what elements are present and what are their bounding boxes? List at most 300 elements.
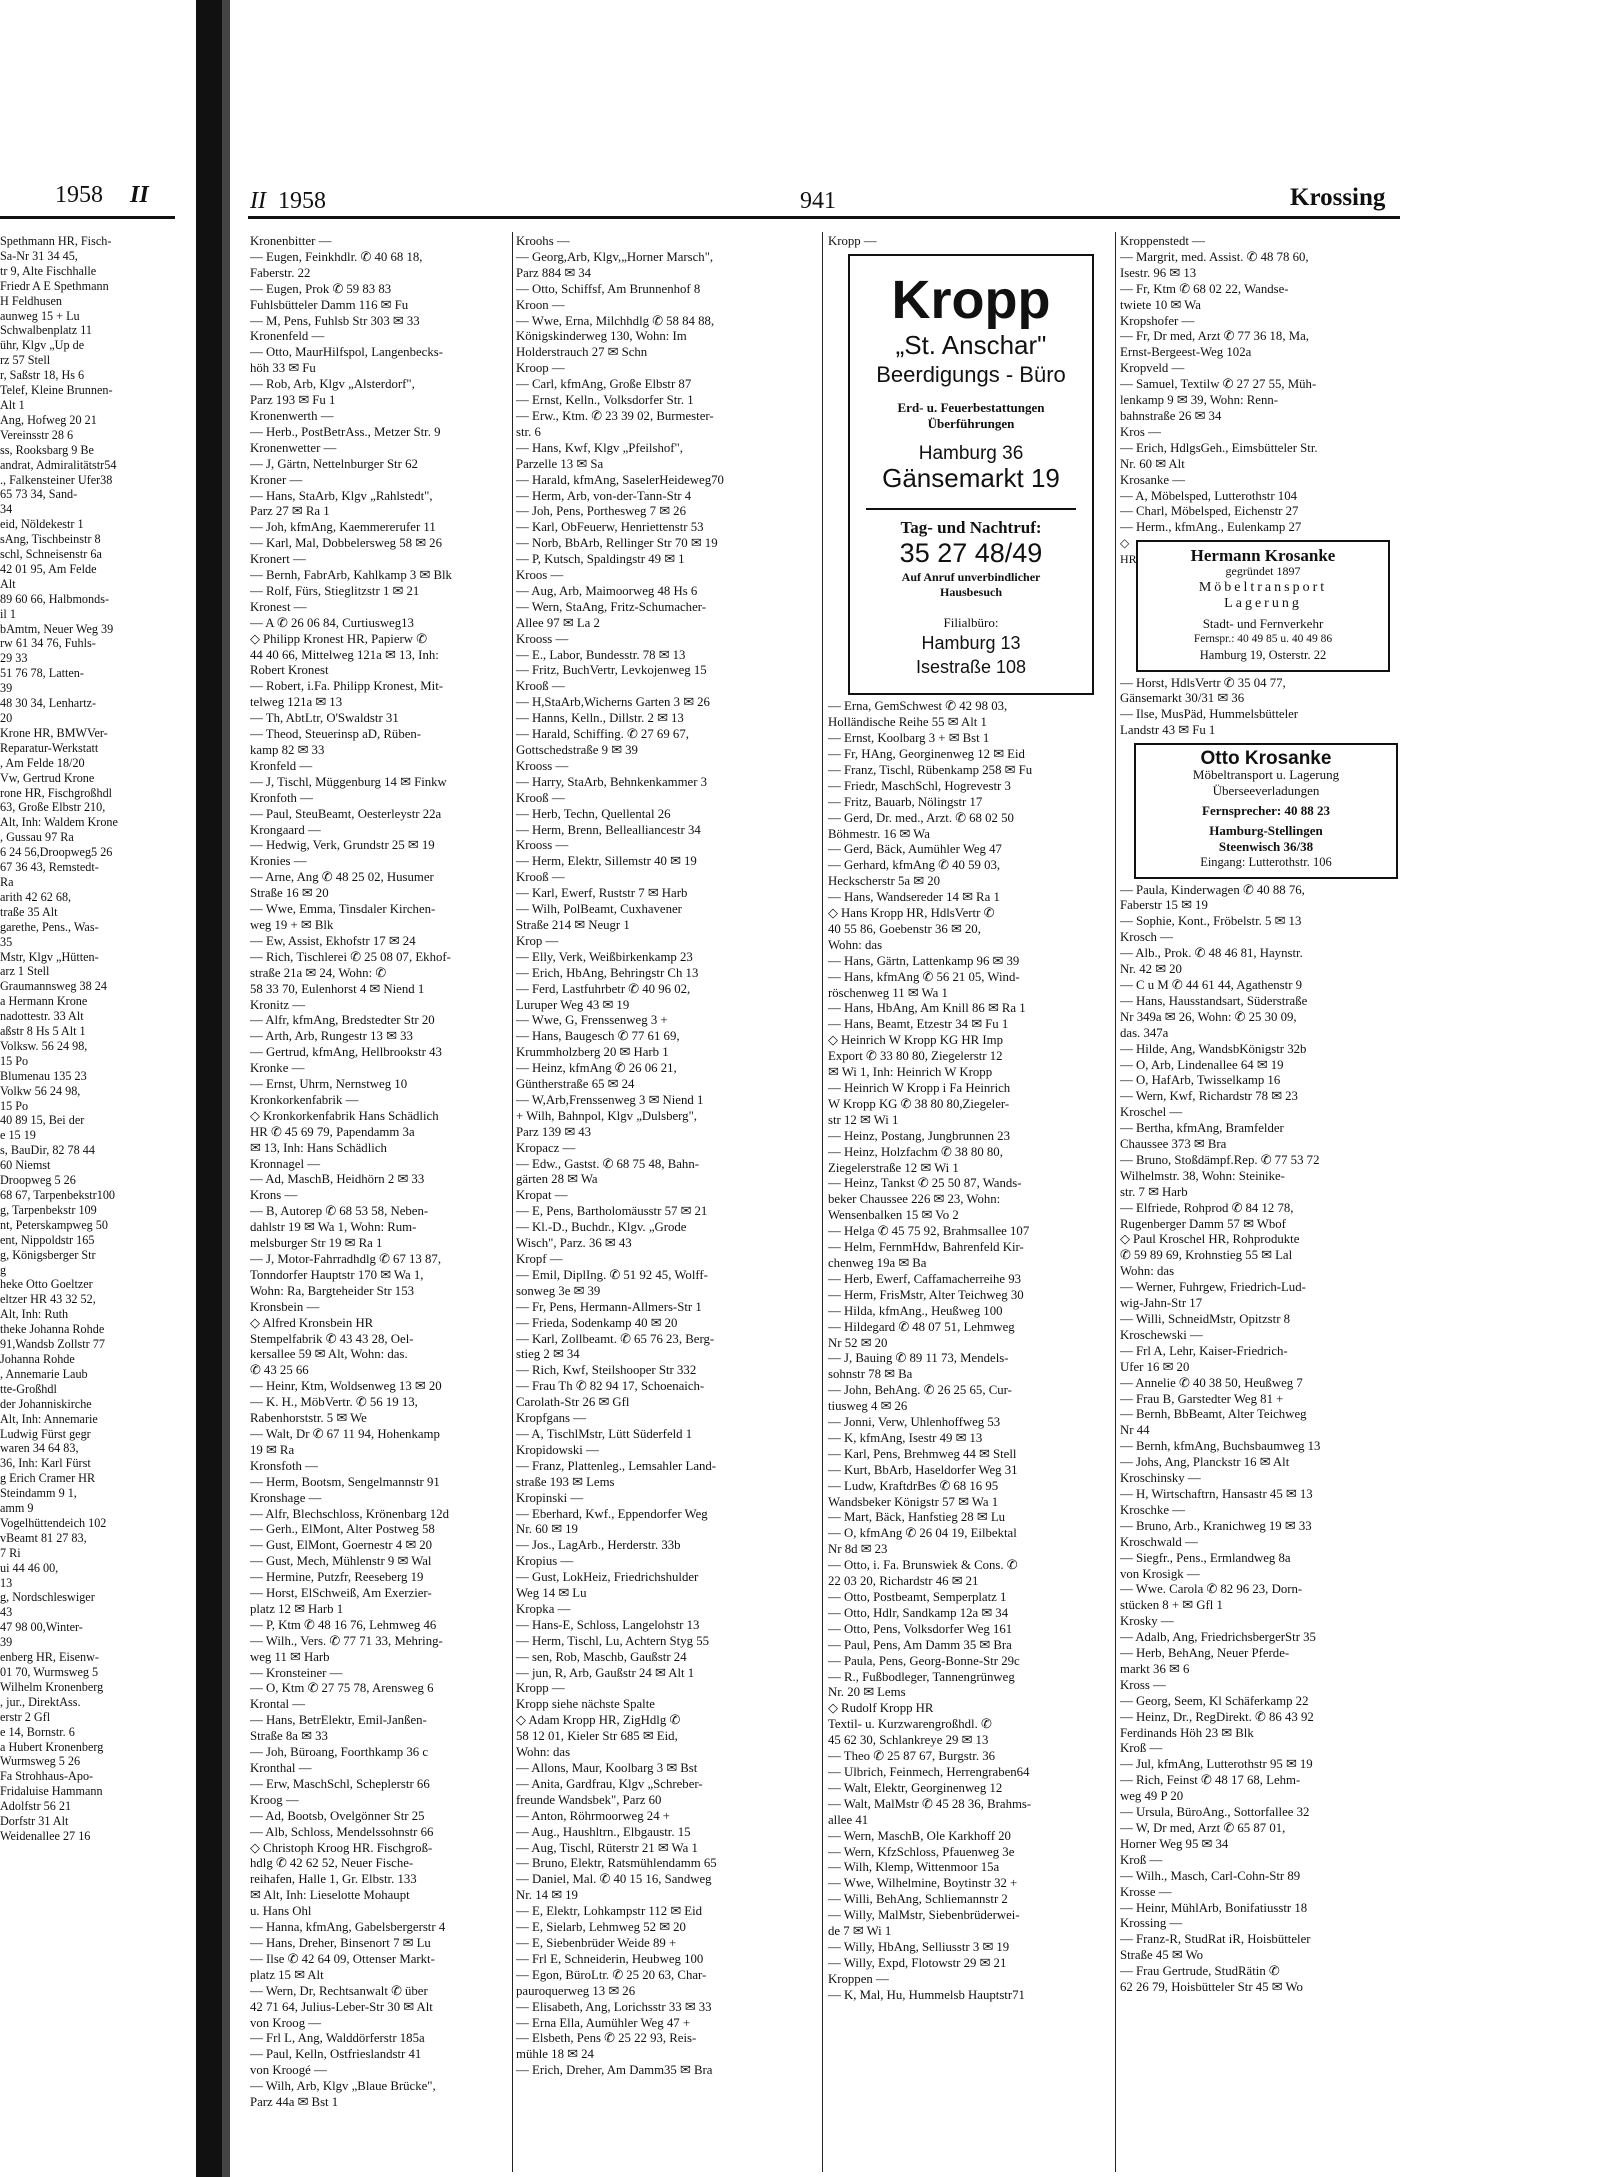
- entry-line: Kroog —: [250, 1792, 299, 1807]
- entry-line: das. 347a: [1120, 1025, 1169, 1040]
- entry-line: — Georg, Seem, Kl Schäferkamp 22: [1120, 1693, 1309, 1708]
- entry-line: Ernst-Bergeest-Weg 102a: [1120, 345, 1252, 360]
- entry-line: — Jul, kfmAng, Lutterothstr 95 ✉ 19: [1120, 1757, 1313, 1772]
- header-rule: [248, 216, 1400, 219]
- entry-line: — Eberhard, Kwf., Eppendorfer Weg: [516, 1506, 708, 1521]
- entry-line: — Bernh, kfmAng, Buchsbaumweg 13: [1120, 1439, 1321, 1454]
- entry-line: Krop —: [516, 933, 559, 948]
- entry-line: Nr. 42 ✉ 20: [1120, 962, 1182, 977]
- entry-line: — C u M ✆ 44 61 44, Agathenstr 9: [1120, 977, 1303, 992]
- entry-line: — E., Labor, Bundesstr. 78 ✉ 13: [516, 647, 686, 662]
- entry-line: — Ulbrich, Feinmech, Herrengraben64: [828, 1764, 1030, 1779]
- entry-line: — Erw., Ktm. ✆ 23 39 02, Burmester-: [516, 408, 714, 423]
- entry-line: bAmtm, Neuer Weg 39: [0, 621, 114, 636]
- entry-line: Vogelhüttendeich 102: [0, 1515, 107, 1530]
- entry-line: Adolfstr 56 21: [0, 1799, 72, 1814]
- entry-line: — Hans, Kwf, Klgv „Pfeilshof",: [516, 440, 683, 455]
- entry-line: — Arne, Ang ✆ 48 25 02, Husumer: [250, 870, 434, 885]
- entry-line: — Allons, Maur, Koolbarg 3 ✉ Bst: [516, 1761, 698, 1775]
- entry-line: Kropidowski —: [516, 1442, 599, 1457]
- entry-line: e 14, Bornstr. 6: [0, 1724, 75, 1739]
- entry-line: tte-Großhdl: [0, 1381, 57, 1396]
- entry-line: Kronitz —: [250, 997, 306, 1012]
- entry-line: ◇ Christoph Kroog HR. Fischgroß-: [250, 1840, 433, 1855]
- entry-line: — Wwe, Emma, Tinsdaler Kirchen-: [250, 902, 436, 917]
- entry-line: 36, Inh: Karl Fürst: [0, 1456, 91, 1471]
- entry-line: ✉ 13, Inh: Hans Schädlich: [250, 1140, 387, 1155]
- entry-line: — Wwe. Carola ✆ 82 96 23, Dorn-: [1120, 1582, 1303, 1597]
- entry-line: 42 01 95, Am Felde: [0, 561, 97, 576]
- entry-line: Krummholzberg 20 ✉ Harb 1: [516, 1045, 669, 1060]
- entry-line: Kropshofer —: [1120, 313, 1195, 328]
- entry-line: — jun, R, Arb, Gaußstr 24 ✉ Alt 1: [516, 1665, 695, 1680]
- entry-line: — Ernst, Kelln., Volksdorfer Str. 1: [516, 393, 694, 408]
- entry-line: — Rob, Arb, Klgv „Alsterdorf",: [250, 377, 415, 392]
- entry-line: — Rich, Kwf, Steilshooper Str 332: [516, 1363, 697, 1378]
- column-divider: [1115, 232, 1116, 2172]
- entry-line: — Frl A, Lehr, Kaiser-Friedrich-: [1120, 1343, 1288, 1358]
- entry-line: Parzelle 13 ✉ Sa: [516, 456, 604, 471]
- entry-line: — Wwe, Wilhelmine, Boytinstr 32 +: [828, 1876, 1018, 1891]
- entry-line: Straße 45 ✉ Wo: [1120, 1948, 1204, 1963]
- entry-line: Gottschedstraße 9 ✉ 39: [516, 743, 638, 757]
- entry-line: Wohn: das: [516, 1745, 571, 1760]
- entry-line: Carolath-Str 26 ✉ Gfl: [516, 1395, 630, 1410]
- entry-line: — Alb, Schloss, Mendelssohnstr 66: [250, 1824, 434, 1839]
- entry-line: erstr 2 Gfl: [0, 1709, 51, 1724]
- entry-line: — Horst, HdlsVertr ✆ 35 04 77,: [1120, 675, 1286, 690]
- entry-line: hdlg ✆ 42 62 52, Neuer Fische-: [250, 1856, 414, 1871]
- entry-line: — W,Arb,Frenssenweg 3 ✉ Niend 1: [516, 1092, 704, 1107]
- entry-line: — Hanna, kfmAng, Gabelsbergerstr 4: [250, 1920, 446, 1935]
- entry-line: Isestr. 96 ✉ 13: [1120, 265, 1197, 280]
- entry-line: — Frau Th ✆ 82 94 17, Schoenaich-: [516, 1379, 705, 1394]
- entry-line: — Frieda, Sodenkamp 40 ✉ 20: [516, 1315, 678, 1330]
- entry-line: — Bernh, BbBeamt, Alter Teichweg: [1120, 1407, 1307, 1422]
- entry-line: — Samuel, Textilw ✆ 27 27 55, Müh-: [1120, 377, 1317, 392]
- column-2: [516, 234, 818, 2079]
- entry-line: Johanna Rohde: [0, 1351, 75, 1366]
- entry-line: — Hans-E, Schloss, Langelohstr 13: [516, 1617, 700, 1632]
- entry-line: — Aug, Tischl, Rüterstr 21 ✉ Wa 1: [516, 1840, 698, 1855]
- entry-line: — Eugen, Feinkhdlr. ✆ 40 68 18,: [250, 249, 423, 264]
- entry-line: Kronfoth —: [250, 790, 313, 805]
- entry-line: — Otto, i. Fa. Brunswiek & Cons. ✆: [828, 1558, 1018, 1573]
- entry-line: — Wilh, PolBeamt, Cuxhavener: [516, 902, 682, 917]
- entry-line: — Hans, Dreher, Binsenort 7 ✉ Lu: [250, 1935, 431, 1950]
- entry-line: Kropp —: [516, 1681, 565, 1696]
- entry-line: Nr. 14 ✉ 19: [516, 1888, 578, 1903]
- entry-line: Alt, Inh: Annemarie: [0, 1411, 98, 1426]
- entry-line: Kroppenstedt —: [1120, 234, 1205, 248]
- entry-line: — Frau Gertrude, StudRätin ✆: [1120, 1964, 1280, 1979]
- entry-line: — Rich, Feinst ✆ 48 17 68, Lehm-: [1120, 1773, 1301, 1788]
- entry-line: — J, Tischl, Müggenburg 14 ✉ Finkw: [250, 774, 447, 789]
- entry-line: — P, Ktm ✆ 48 16 76, Lehmweg 46: [250, 1617, 437, 1632]
- entry-line: Kroschke —: [1120, 1502, 1186, 1517]
- entry-line: — Kronsteiner —: [250, 1665, 343, 1680]
- entry-line: Wohn: das: [828, 937, 883, 952]
- entry-line: — Kl.-D., Buchdr., Klgv. „Grode: [516, 1220, 687, 1235]
- entry-line: Kronenfeld —: [250, 329, 325, 344]
- entry-line: Alt 1: [0, 397, 25, 412]
- entry-line: 22 03 20, Richardstr 46 ✉ 21: [828, 1574, 979, 1589]
- entry-line: , jur., DirektAss.: [0, 1694, 81, 1709]
- entry-line: — Eugen, Prok ✆ 59 83 83: [250, 281, 392, 296]
- entry-line: nt, Peterskampweg 50: [0, 1217, 108, 1232]
- entry-line: Krosky —: [1120, 1614, 1174, 1629]
- entry-line: — Walt, Elektr, Georginenweg 12: [828, 1780, 1003, 1795]
- entry-line: g Erich Cramer HR: [0, 1471, 96, 1486]
- column-divider: [512, 232, 513, 2172]
- entry-line: traße 35 Alt: [0, 904, 58, 919]
- entry-line: — J, Gärtn, Nettelnburger Str 62: [250, 456, 418, 471]
- entry-line: — Karl, Pens, Brehmweg 44 ✉ Stell: [828, 1446, 1017, 1461]
- entry-line: aunweg 15 + Lu: [0, 308, 80, 323]
- entry-line: Kropfgans —: [516, 1411, 587, 1426]
- ad-line: Lagerung: [1224, 595, 1302, 611]
- entry-line: — Edw., Gastst. ✆ 68 75 48, Bahn-: [516, 1156, 699, 1171]
- entry-line: 29 33: [0, 651, 28, 666]
- ad-line: Hausbesuch: [939, 585, 1003, 600]
- entry-line: — Werner, Fuhrgew, Friedrich-Lud-: [1120, 1280, 1306, 1295]
- entry-line: — Johs, Ang, Planckstr 16 ✉ Alt: [1120, 1455, 1290, 1470]
- entry-line: ◇ Rudolf Kropp HR: [828, 1701, 934, 1716]
- entry-line: — Hans, Gärtn, Lattenkamp 96 ✉ 39: [828, 953, 1020, 968]
- entry-line: waren 34 64 83,: [0, 1441, 79, 1456]
- entry-line: ◇ Philipp Kronest HR, Papierw ✆: [250, 631, 427, 646]
- entry-line: 43: [0, 1605, 13, 1620]
- entry-line: Kroner —: [250, 472, 303, 487]
- entry-line: — Annelie ✆ 40 38 50, Heußweg 7: [1120, 1375, 1303, 1390]
- entry-line: Kronfeld —: [250, 758, 313, 773]
- entry-line: melsburger Str 19 ✉ Ra 1: [250, 1236, 383, 1251]
- entry-line: bahnstraße 26 ✉ 34: [1120, 408, 1222, 423]
- entry-line: platz 12 ✉ Harb 1: [250, 1601, 344, 1616]
- entry-line: Krooss —: [516, 631, 569, 646]
- entry-line: weg 49 P 20: [1120, 1789, 1184, 1804]
- entry-line: — Wern, Dr, Rechtsanwalt ✆ über: [250, 1983, 428, 1998]
- entry-line: — Bernh, FabrArb, Kahlkamp 3 ✉ Blk: [250, 568, 452, 583]
- entry-line: — Otto, Schiffsf, Am Brunnenhof 8: [516, 281, 701, 296]
- entry-line: ◇ Paul Kroschel HR, Rohprodukte: [1120, 1232, 1300, 1247]
- entry-line: Kronenbitter —: [250, 234, 332, 248]
- column-1: [250, 234, 525, 2111]
- entry-line: — Wern, MaschB, Ole Karkhoff 20: [828, 1828, 1011, 1843]
- entry-line: — Herb, BehAng, Neuer Pferde-: [1120, 1646, 1290, 1661]
- entry-line: 89 60 66, Halbmonds-: [0, 591, 110, 606]
- entry-line: — Karl, ObFeuerw, Henriettenstr 53: [516, 520, 704, 535]
- entry-line: lenkamp 9 ✉ 39, Wohn: Renn-: [1120, 393, 1279, 408]
- entry-line: g, Königsberger Str: [0, 1247, 96, 1262]
- entry-line: 15 Po: [0, 1053, 29, 1068]
- entry-line: Holländische Reihe 55 ✉ Alt 1: [828, 715, 987, 730]
- entry-line: — Ad, MaschB, Heidhörn 2 ✉ 33: [250, 1172, 425, 1187]
- entry-line: — Fr, Pens, Hermann-Allmers-Str 1: [516, 1299, 702, 1314]
- entry-line: Krone HR, BMWVer-: [0, 725, 108, 740]
- entry-line: Krooß —: [516, 870, 565, 885]
- entry-line: , Annemarie Laub: [0, 1366, 88, 1381]
- entry-line: — E, Siebenbrüder Weide 89 +: [516, 1935, 677, 1950]
- entry-line: — Otto, MaurHilfspol, Langenbecks-: [250, 345, 443, 360]
- entry-line: kamp 82 ✉ 33: [250, 743, 325, 757]
- entry-line: — Erich, HbAng, Behringstr Ch 13: [516, 965, 699, 980]
- entry-line: — Heinz, Holzfachm ✆ 38 80 80,: [828, 1144, 1003, 1159]
- entry-line: Gänsemarkt 30/31 ✉ 36: [1120, 691, 1245, 706]
- entry-line: Wandsbeker Königstr 57 ✉ Wa 1: [828, 1494, 999, 1509]
- entry-line: — Fritz, Bauarb, Nölingstr 17: [828, 794, 983, 809]
- ad-line: Überseeverladungen: [1212, 783, 1320, 798]
- entry-line: — A ✆ 26 06 84, Curtiusweg13: [250, 615, 414, 630]
- entry-line: von Kroogé —: [250, 2063, 327, 2078]
- entry-line: — Heinz, Postang, Jungbrunnen 23: [828, 1128, 1010, 1143]
- entry-line: Ra: [0, 874, 14, 889]
- ad-title: Kropp: [891, 269, 1051, 330]
- entry-line: Kronthal —: [250, 1761, 312, 1775]
- entry-line: wig-Jahn-Str 17: [1120, 1296, 1203, 1311]
- ad-krosanke-row: [1120, 536, 1400, 675]
- entry-line: — Ernst, Koolbarg 3 + ✉ Bst 1: [828, 731, 990, 746]
- entry-line: — Wwe, Erna, Milchhdlg ✆ 58 84 88,: [516, 313, 715, 328]
- entry-line: Vw, Gertrud Krone: [0, 770, 95, 785]
- entry-line: ui 44 46 00,: [0, 1560, 59, 1575]
- entry-line: a Hubert Kronenberg: [0, 1739, 104, 1754]
- entry-line: Kropveld —: [1120, 361, 1185, 376]
- entry-line: Kronenwetter —: [250, 440, 337, 455]
- entry-line: telweg 121a ✉ 13: [250, 695, 343, 710]
- entry-line: — O, Arb, Lindenallee 64 ✉ 19: [1120, 1057, 1284, 1072]
- ad-line: Stadt- und Fernverkehr: [1202, 615, 1324, 631]
- entry-line: Alt, Inh: Ruth: [0, 1307, 69, 1322]
- ad-line: Hamburg-Stellingen: [1209, 822, 1323, 838]
- entry-line: — Ernst, Uhrm, Nernstweg 10: [250, 1077, 408, 1092]
- entry-line: nadottestr. 33 Alt: [0, 1009, 84, 1024]
- entry-line: — Helga ✆ 45 75 92, Brahmsallee 107: [828, 1224, 1030, 1239]
- entry-line: — Wern, StaAng, Fritz-Schumacher-: [516, 599, 707, 614]
- entry-line: — Herb, Ewerf, Caffamacherreihe 93: [828, 1271, 1022, 1286]
- entry-line: — Wilh, Arb, Klgv „Blaue Brücke",: [250, 2079, 436, 2094]
- entry-line: 60 Niemst: [0, 1158, 51, 1173]
- entry-line: Droopweg 5 26: [0, 1173, 76, 1188]
- entry-line: — E, Sielarb, Lehmweg 52 ✉ 20: [516, 1920, 686, 1935]
- entry-line: — Ursula, BüroAng., Sottorfallee 32: [1120, 1805, 1310, 1820]
- entry-line: — Frau B, Garstedter Weg 81 +: [1120, 1391, 1284, 1406]
- entry-line: — Elsbeth, Pens ✆ 25 22 93, Reis-: [516, 2031, 697, 2046]
- entry-line: — Rolf, Fürs, Stieglitzstr 1 ✉ 21: [250, 583, 420, 598]
- entry-line: Ziegelerstraße 12 ✉ Wi 1: [828, 1160, 959, 1175]
- entry-line: Kropacz —: [516, 1140, 576, 1155]
- entry-line: Krosch —: [1120, 930, 1173, 945]
- entry-line: 13: [0, 1575, 13, 1590]
- entry-line: — Joh, kfmAng, Kaemmererufer 11: [250, 520, 436, 535]
- entry-line: der Johanniskirche: [0, 1396, 92, 1411]
- entry-line: ss, Rooksbarg 9 Be: [0, 442, 94, 457]
- entry-line: tiusweg 4 ✉ 26: [828, 1399, 908, 1414]
- entry-line: — B, Autorep ✆ 68 53 58, Neben-: [250, 1204, 429, 1219]
- entry-line: Kroohs —: [516, 234, 570, 248]
- entry-line: Kroop —: [516, 361, 565, 376]
- entry-line: Graumannsweg 38 24: [0, 979, 107, 994]
- entry-line: 01 70, Wurmsweg 5: [0, 1665, 99, 1679]
- entry-line: — Wilh., Vers. ✆ 77 71 33, Mehring-: [250, 1633, 443, 1648]
- entry-line: — Heinr, Ktm, Woldsenweg 13 ✉ 20: [250, 1379, 442, 1394]
- entry-line: pauroquerweg 13 ✉ 26: [516, 1983, 636, 1998]
- entry-line: — Ilse, MusPäd, Hummelsbütteler: [1120, 707, 1299, 722]
- entry-line: Wohn: Ra, Bargteheider Str 153: [250, 1283, 414, 1298]
- book-gutter-edge: [222, 0, 230, 2177]
- entry-line: Kronnagel —: [250, 1156, 321, 1171]
- entry-line: Volksw. 56 24 98,: [0, 1038, 88, 1053]
- entry-line: — Paul, Kelln, Ostfrieslandstr 41: [250, 2047, 422, 2062]
- entry-line: arith 42 62 68,: [0, 889, 72, 904]
- entry-line: — Fr, HAng, Georginenweg 12 ✉ Eid: [828, 746, 1025, 761]
- entry-line: Wilhelmstr. 38, Wohn: Steinike-: [1120, 1168, 1285, 1183]
- entry-line: 39: [0, 681, 13, 696]
- entry-line: Kroß —: [1120, 1741, 1163, 1756]
- entry-line: — Wern, KfzSchloss, Pfauenweg 3e: [828, 1844, 1015, 1859]
- entry-line: — Hedwig, Verk, Grundstr 25 ✉ 19: [250, 838, 435, 853]
- entry-line: Ufer 16 ✉ 20: [1120, 1359, 1190, 1374]
- entry-line: sAng, Tischbeinstr 8: [0, 532, 101, 547]
- ad-line: Hamburg 19, Osterstr. 22: [1199, 647, 1327, 662]
- entry-line: chenweg 19a ✉ Ba: [828, 1255, 927, 1270]
- volume-label: II: [250, 188, 266, 214]
- entry-line: rz 57 Stell: [0, 353, 51, 368]
- entry-line: — K. H., MöbVertr. ✆ 56 19 13,: [250, 1395, 418, 1410]
- entry-line: 67 36 43, Remstedt-: [0, 860, 99, 875]
- entry-line: str 12 ✉ Wi 1: [828, 1112, 899, 1127]
- entry-line: Parz 27 ✉ Ra 1: [250, 504, 330, 519]
- entry-line: Horner Weg 95 ✉ 34: [1120, 1836, 1229, 1851]
- entry-line: — Anton, Röhrmoorweg 24 +: [516, 1808, 671, 1823]
- entry-line: arz 1 Stell: [0, 964, 50, 979]
- entry-line: — Franz, Plattenleg., Lemsahler Land-: [516, 1458, 717, 1473]
- entry-line: — Willi, SchneidMstr, Opitzstr 8: [1120, 1312, 1291, 1326]
- entry-line: tr 9, Alte Fischhalle: [0, 263, 97, 278]
- entry-line: — Elfriede, Rohprod ✆ 84 12 78,: [1120, 1200, 1294, 1215]
- entry-line: Straße 16 ✉ 20: [250, 886, 329, 901]
- entry-line: — Frl E, Schneiderin, Heubweg 100: [516, 1951, 704, 1966]
- entry-line: — Margrit, med. Assist. ✆ 48 78 60,: [1120, 249, 1309, 264]
- entry-line: — Aug, Arb, Maimoorweg 48 Hs 6: [516, 583, 698, 598]
- entry-line: — Hans, kfmAng ✆ 56 21 05, Wind-: [828, 969, 1020, 984]
- entry-line: Kronest —: [250, 599, 307, 614]
- entry-line: — Jos., LagArb., Herderstr. 33b: [516, 1538, 681, 1553]
- entry-line: — Ludw, KraftdrBes ✆ 68 16 95: [828, 1478, 999, 1493]
- entry-line: , Gussau 97 Ra: [0, 830, 74, 845]
- entry-line: garethe, Pens., Was-: [0, 919, 99, 934]
- entry-line: — Bruno, Stoßdämpf.Rep. ✆ 77 53 72: [1120, 1152, 1320, 1167]
- entry-line: — Erich, Dreher, Am Damm35 ✉ Bra: [516, 2063, 713, 2078]
- entry-line: Friedr A E Spethmann: [0, 278, 109, 293]
- entry-line: 62 26 79, Hoisbütteler Str 45 ✉ Wo: [1120, 1980, 1303, 1995]
- entry-line: — J, Bauing ✆ 89 11 73, Mendels-: [828, 1351, 1009, 1366]
- entry-line: von Krosigk —: [1120, 1566, 1200, 1581]
- entry-line: — Adalb, Ang, FriedrichsbergerStr 35: [1120, 1630, 1316, 1645]
- entry-line: Parz 139 ✉ 43: [516, 1124, 592, 1139]
- entry-line: Kroschinsky —: [1120, 1471, 1201, 1486]
- entry-line: Faberstr 15 ✉ 19: [1120, 898, 1208, 913]
- entry-line: Krooß —: [516, 679, 565, 694]
- entry-line: ✆ 59 89 69, Krohnstieg 55 ✉ Lal: [1120, 1248, 1293, 1263]
- entry-line: — Fr, Ktm ✆ 68 02 22, Wandse-: [1120, 281, 1289, 296]
- year-label: 1958: [277, 188, 326, 214]
- entry-line: — Bruno, Arb., Kranichweg 19 ✉ 33: [1120, 1518, 1312, 1533]
- left-page-strip: [0, 234, 186, 2177]
- entry-line: Nr 52 ✉ 20: [828, 1335, 888, 1350]
- entry-line: Kropf —: [516, 1252, 563, 1266]
- right-page-header-left: [250, 188, 326, 215]
- entry-line: mühle 18 ✉ 24: [516, 2047, 594, 2062]
- entry-line: — Carl, kfmAng, Große Elbstr 87: [516, 377, 692, 392]
- entry-line: — H,StaArb,Wicherns Garten 3 ✉ 26: [516, 695, 710, 710]
- entry-line: — Otto, Pens, Volksdorfer Weg 161: [828, 1621, 1013, 1636]
- entry-line: — Hans, Wandsereder 14 ✉ Ra 1: [828, 890, 1000, 905]
- entry-line: straße 193 ✉ Lems: [516, 1474, 615, 1489]
- ad-line: Erd- u. Feuerbestattungen: [897, 399, 1045, 415]
- entry-line: Böhmestr. 16 ✉ Wa: [828, 826, 930, 841]
- entry-line: beker Chaussee 226 ✉ 23, Wohn:: [828, 1192, 1001, 1207]
- entry-line: vBeamt 81 27 83,: [0, 1530, 87, 1545]
- entry-line: — Hans, Baugesch ✆ 77 61 69,: [516, 1029, 680, 1044]
- entry-line: Wisch", Parz. 36 ✉ 43: [516, 1236, 632, 1251]
- entry-line: Blumenau 135 23: [0, 1068, 87, 1083]
- entry-line: Kroschwald —: [1120, 1534, 1198, 1549]
- entry-line: Telef, Kleine Brunnen-: [0, 383, 113, 398]
- entry-line: freunde Wandsbek", Parz 60: [516, 1792, 662, 1807]
- entry-line: — O, Ktm ✆ 27 75 78, Arensweg 6: [250, 1681, 434, 1696]
- entry-line: — Herm, Arb, von-der-Tann-Str 4: [516, 488, 692, 503]
- entry-line: W Kropp KG ✆ 38 80 80,Ziegeler-: [828, 1096, 1010, 1111]
- entry-line: 19 ✉ Ra: [250, 1442, 295, 1457]
- entry-line: — Elisabeth, Ang, Lorichsstr 33 ✉ 33: [516, 1999, 712, 2014]
- entry-line: — Anita, Gardfrau, Klgv „Schreber-: [516, 1776, 703, 1791]
- entry-line: — Paul, Pens, Am Damm 35 ✉ Bra: [828, 1637, 1012, 1652]
- entry-line: Chaussee 373 ✉ Bra: [1120, 1137, 1227, 1152]
- entry-line: — Willy, Expd, Flotowstr 29 ✉ 21: [828, 1955, 1007, 1970]
- entry-line: Nr. 20 ✉ Lems: [828, 1685, 906, 1700]
- entry-line: Wohn: das: [1120, 1264, 1175, 1279]
- ad-otto-krosanke: [1134, 743, 1398, 878]
- entry-line: — Ew, Assist, Ekhofstr 17 ✉ 24: [250, 933, 416, 948]
- entry-line: — Hans, Beamt, Etzestr 34 ✉ Fu 1: [828, 1017, 1009, 1032]
- entry-line: Textil- u. Kurzwarengroßhdl. ✆: [828, 1717, 992, 1732]
- entry-line: — Gerhard, kfmAng ✆ 40 59 03,: [828, 858, 1001, 873]
- column-4: [1120, 234, 1400, 1996]
- entry-line: — Herb, Techn, Quellental 26: [516, 806, 671, 821]
- entry-line: — Hans, Hausstandsart, Süderstraße: [1120, 993, 1308, 1008]
- entry-line: amm 9: [0, 1501, 34, 1516]
- entry-line: de 7 ✉ Wi 1: [828, 1924, 892, 1939]
- entry-line: aßstr 8 Hs 5 Alt 1: [0, 1024, 86, 1039]
- entry-line: Stempelfabrik ✆ 43 43 28, Oel-: [250, 1331, 414, 1346]
- entry-line: 51 76 78, Latten-: [0, 666, 84, 681]
- entry-line: rone HR, Fischgroßhdl: [0, 785, 113, 800]
- entry-line: 42 71 64, Julius-Leber-Str 30 ✉ Alt: [250, 1999, 433, 2014]
- entry-line: — Charl, Möbelsped, Eichenstr 27: [1120, 504, 1299, 519]
- entry-line: g: [0, 1262, 7, 1277]
- entry-line: Krongaard —: [250, 822, 321, 837]
- entry-line: Weidenallee 27 16: [0, 1828, 91, 1843]
- ad-line: Isestraße 108: [915, 657, 1027, 678]
- entry-line: — Gerd, Dr. med., Arzt. ✆ 68 02 50: [828, 810, 1014, 825]
- entry-line: Ludwig Fürst gegr: [0, 1426, 91, 1441]
- entry-line: — Jonni, Verw, Uhlenhoffweg 53: [828, 1415, 1001, 1430]
- entry-line: sonweg 3e ✉ 39: [516, 1283, 601, 1298]
- entry-line: — Egon, BüroLtr. ✆ 25 20 63, Char-: [516, 1967, 707, 1982]
- entry-line: allee 41: [828, 1812, 869, 1827]
- left-header-rule: [0, 216, 175, 219]
